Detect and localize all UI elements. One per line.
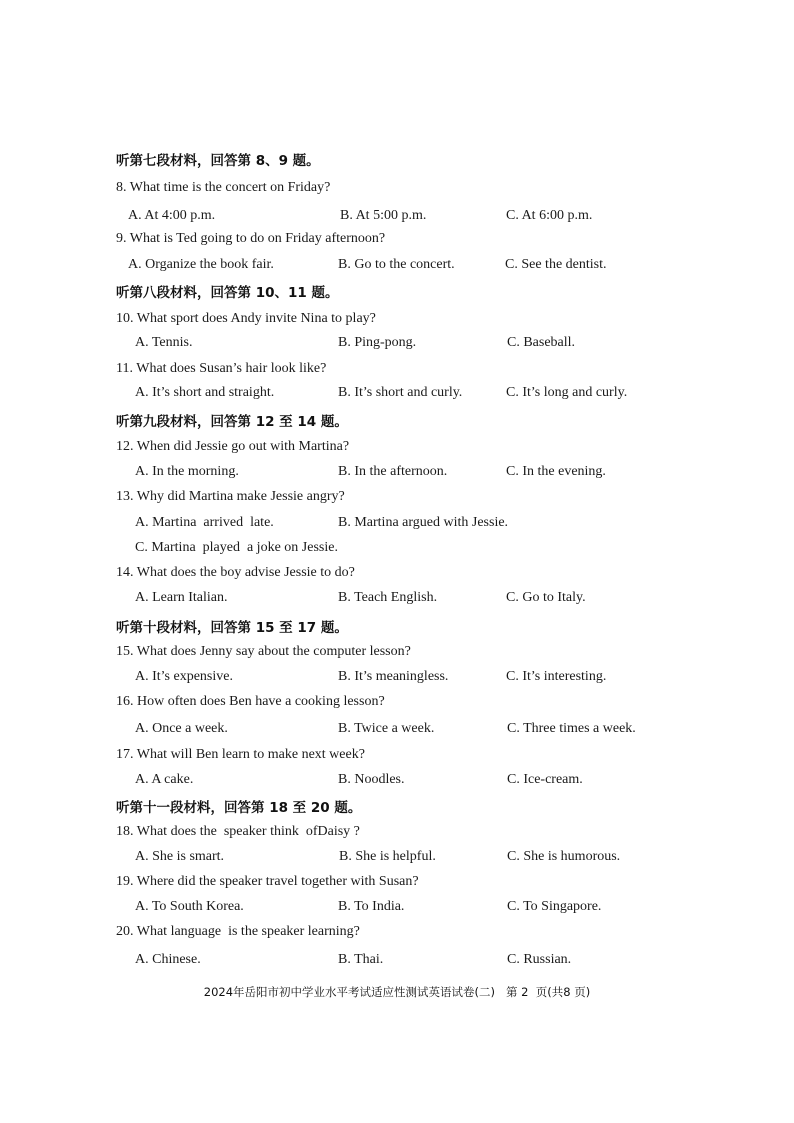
question-14: 14. What does the boy advise Jessie to do?: [116, 565, 355, 580]
question-18: 18. What does the speaker think ofDaisy ?: [116, 824, 360, 839]
q10-option-a: A. Tennis.: [135, 335, 193, 350]
q9-option-a: A. Organize the book fair.: [128, 257, 274, 272]
q20-option-b: B. Thai.: [338, 952, 384, 967]
q18-option-a: A. She is smart.: [135, 849, 225, 864]
question-10: 10. What sport does Andy invite Nina to play?: [116, 311, 376, 326]
question-20: 20. What language is the speaker learning?: [116, 924, 360, 939]
page-footer: 2024年岳阳市初中学业水平考试适应性测试英语试卷(二) 第 2 页(共8 页): [203, 985, 591, 999]
q17-option-a: A. A cake.: [135, 772, 194, 787]
question-11: 11. What does Susan’s hair look like?: [116, 361, 327, 376]
q16-option-a: A. Once a week.: [135, 721, 228, 736]
question-16: 16. How often does Ben have a cooking lesson?: [116, 694, 385, 709]
q14-option-a: A. Learn Italian.: [135, 590, 228, 605]
q15-option-c: C. It’s interesting.: [506, 669, 607, 684]
q13-option-b: B. Martina argued with Jessie.: [338, 515, 509, 530]
q20-option-a: A. Chinese.: [135, 952, 201, 967]
section-heading-8: 听第八段材料，回答第 10、11 题。: [116, 285, 339, 301]
q11-option-b: B. It’s short and curly.: [338, 385, 463, 400]
q19-option-b: B. To India.: [338, 899, 405, 914]
q18-option-c: C. She is humorous.: [507, 849, 621, 864]
question-12: 12. When did Jessie go out with Martina?: [116, 439, 350, 454]
q12-option-b: B. In the afternoon.: [338, 464, 448, 479]
section-heading-7: 听第七段材料，回答第 8、9 题。: [116, 153, 320, 169]
q12-option-a: A. In the morning.: [135, 464, 239, 479]
q9-option-b: B. Go to the concert.: [338, 257, 455, 272]
section-heading-9: 听第九段材料，回答第 12 至 14 题。: [116, 414, 348, 430]
q19-option-a: A. To South Korea.: [135, 899, 244, 914]
q18-option-b: B. She is helpful.: [339, 849, 436, 864]
section-heading-10: 听第十段材料，回答第 15 至 17 题。: [116, 620, 348, 636]
question-19: 19. Where did the speaker travel together with Susan?: [116, 874, 419, 889]
q14-option-b: B. Teach English.: [338, 590, 438, 605]
q9-option-c: C. See the dentist.: [505, 257, 607, 272]
q8-option-b: B. At 5:00 p.m.: [340, 208, 427, 223]
q15-option-b: B. It’s meaningless.: [338, 669, 449, 684]
q10-option-b: B. Ping-pong.: [338, 335, 417, 350]
q19-option-c: C. To Singapore.: [507, 899, 602, 914]
q12-option-c: C. In the evening.: [506, 464, 606, 479]
question-17: 17. What will Ben learn to make next week?: [116, 747, 365, 762]
question-15: 15. What does Jenny say about the computer lesson?: [116, 644, 411, 659]
q8-option-c: C. At 6:00 p.m.: [506, 208, 593, 223]
q10-option-c: C. Baseball.: [507, 335, 576, 350]
question-9: 9. What is Ted going to do on Friday afternoon?: [116, 231, 386, 246]
q8-option-a: A. At 4:00 p.m.: [128, 208, 216, 223]
q17-option-c: C. Ice-cream.: [507, 772, 583, 787]
q17-option-b: B. Noodles.: [338, 772, 405, 787]
q13-option-a: A. Martina arrived late.: [135, 515, 274, 530]
q20-option-c: C. Russian.: [507, 952, 572, 967]
section-heading-11: 听第十一段材料，回答第 18 至 20 题。: [116, 800, 362, 816]
q14-option-c: C. Go to Italy.: [506, 590, 586, 605]
q15-option-a: A. It’s expensive.: [135, 669, 233, 684]
q13-option-c: C. Martina played a joke on Jessie.: [135, 540, 338, 555]
q11-option-c: C. It’s long and curly.: [506, 385, 628, 400]
q16-option-b: B. Twice a week.: [338, 721, 435, 736]
q16-option-c: C. Three times a week.: [507, 721, 636, 736]
question-8: 8. What time is the concert on Friday?: [116, 180, 331, 195]
q11-option-a: A. It’s short and straight.: [135, 385, 275, 400]
question-13: 13. Why did Martina make Jessie angry?: [116, 489, 345, 504]
